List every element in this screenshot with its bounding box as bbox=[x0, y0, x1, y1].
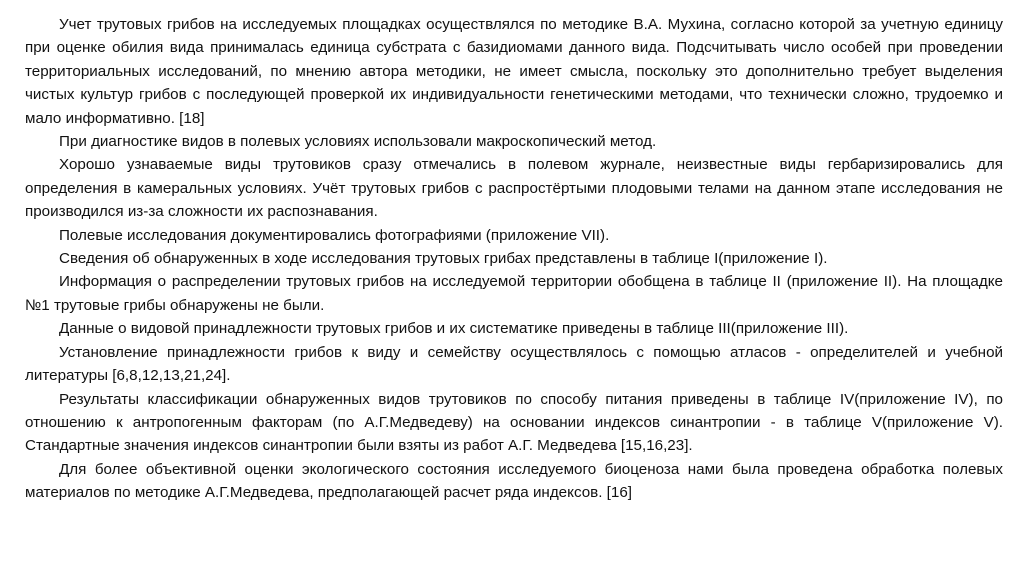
paragraph: Полевые исследования документировались фотографиями (приложение VII). bbox=[59, 226, 610, 244]
paragraph: Хорошо узнаваемые виды трутовиков сразу отмечались в полевом журнале, неизвестные виды гербаризировались для определения в камеральных условиях. Учёт трутовых грибов с распростёртыми плодовыми телами на данном этапе исследования не производился из-за сложности их распознавания. bbox=[25, 156, 1003, 221]
paragraph: Результаты классификации обнаруженных видов трутовиков по способу питания приведены в таблице IV(приложение IV), по отношению к антропогенным факторам (по А.Г.Медведеву) на основании индексов синантропии - в таблице V(приложение V). Стандартные значения индексов синантропии были взяты из работ А.Г. Медведева [15,16,23]. bbox=[25, 390, 1003, 455]
paragraph: При диагностике видов в полевых условиях использовали макроскопический метод. bbox=[59, 133, 657, 151]
paragraph: Данные о видовой принадлежности трутовых грибов и их систематике приведены в таблице III(приложение III). bbox=[59, 320, 849, 338]
paragraph: Установление принадлежности грибов к виду и семейству осуществлялось с помощью атласов - определителей и учебной литературы [6,8,12,13,21,24]. bbox=[25, 343, 1003, 385]
paragraph: Сведения об обнаруженных в ходе исследования трутовых грибах представлены в таблице I(приложение I). bbox=[59, 250, 828, 268]
paragraph: Для более объективной оценки экологического состояния исследуемого биоценоза нами была проведена обработка полевых материалов по методике А.Г.Медведева, предполагающей расчет ряда индексов. [16] bbox=[25, 460, 1003, 502]
document-body bbox=[25, 13, 1003, 505]
paragraph: Информация о распределении трутовых грибов на исследуемой территории обобщена в таблице II (приложение II). На площадке №1 трутовые грибы обнаружены не были. bbox=[25, 273, 1003, 314]
paragraph: Учет трутовых грибов на исследуемых площадках осуществлялся по методике В.А. Мухина, согласно которой за учетную единицу при оценке обилия вида принималась единица субстрата с базидиомами данного вида. Подсчитывать число особей при проведении территориальных исследований, по мнению автора методики, не имеет смысла, поскольку это дополнительно требует выделения чистых культур грибов с последующей проверкой их индивидуальности генетическими методами, что технически сложно, трудоемко и мало информативно. [18] bbox=[25, 16, 1003, 127]
